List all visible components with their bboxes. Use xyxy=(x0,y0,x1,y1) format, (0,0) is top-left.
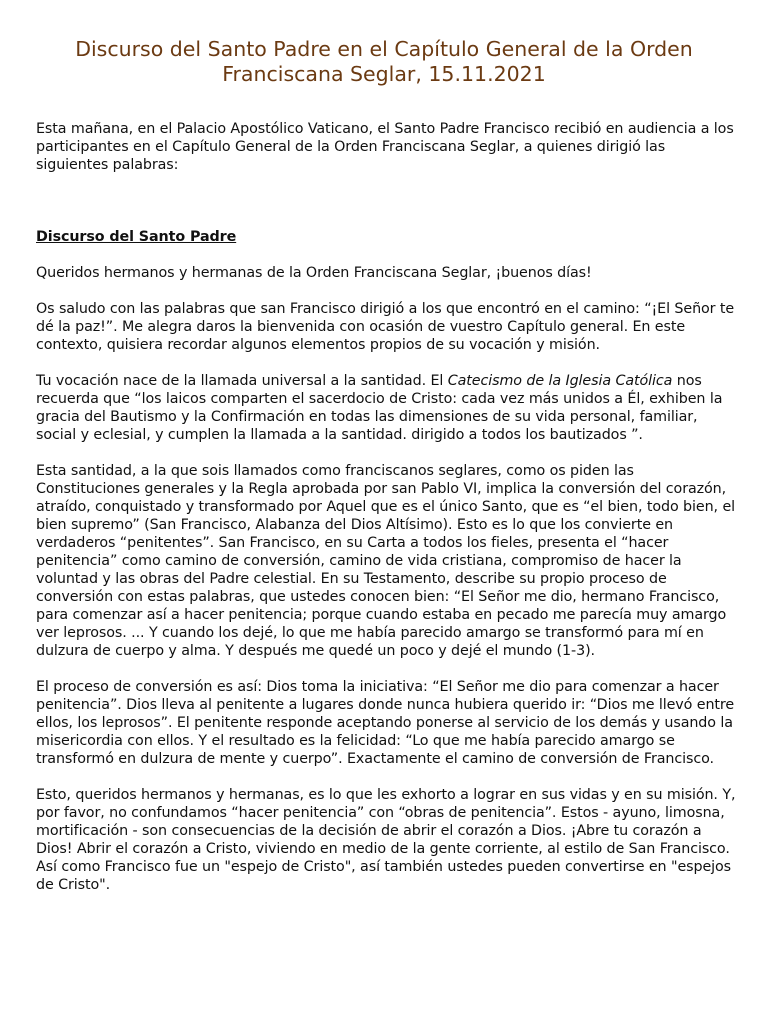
paragraph-5: Esto, queridos hermanos y hermanas, es lo que les exhorto a lograr en sus vidas y en su misión. Y, por favor, no confundamos “hacer penitencia” con “obras de penitencia”. Estos - ayuno, limosna, mortificación - son consecuencias de la decisión de abrir el corazón a Dios. ¡Abre tu corazón a Dios! Abrir el corazón a Cristo, viviendo en medio de la gente corriente, al estilo de San Francisco. Así como Francisco fue un "espejo de Cristo", así también ustedes pueden convertirse en "espejos de Cristo". xyxy=(36,787,736,893)
spacer xyxy=(36,192,736,228)
paragraph-2 xyxy=(36,372,736,444)
paragraph-4: El proceso de conversión es así: Dios toma la iniciativa: “El Señor me dio para comenzar a hacer penitencia”. Dios lleva al penitente a lugares donde nunca hubiera querido ir: “Dios me llevó entre ellos, los leprosos”. El penitente responde aceptando ponerse al servicio de los demás y usando la misericordia con ellos. Y el resultado es la felicidad: “Lo que me había parecido amargo se transformó en dulzura de mente y cuerpo”. Exactamente el camino de conversión de Francisco. xyxy=(36,679,735,767)
paragraph-3: Esta santidad, a la que sois llamados como franciscanos seglares, como os piden las Constituciones generales y la Regla aprobada por san Pablo VI, implica la conversión del corazón, atraído, conquistado y transformado por Aquel que es el único Santo, que es “el bien, todo bien, el bien supremo” (San Francisco, Alabanza del Dios Altísimo). Esto es lo que los convierte en verdaderos “penitentes”. San Francisco, en su Carta a todos los fieles, presenta el “hacer penitencia” como camino de conversión, camino de vida cristiana, compromiso de hacer la voluntad y las obras del Padre celestial. En su Testamento, describe su propio proceso de conversión con estas palabras, que ustedes conocen bien: “El Señor me dio, hermano Francisco, para comenzar así a hacer penitencia; porque cuando estaba en pecado me parecía muy amargo ver leprosos. ... Y cuando los dejé, lo que me había parecido amargo se transformó para mí en dulzura de cuerpo y alma. Y después me quedé un poco y dejé el mundo (1-3). xyxy=(36,463,736,659)
intro-paragraph: Esta mañana, en el Palacio Apostólico Vaticano, el Santo Padre Francisco recibió en audiencia a los participantes en el Capítulo General de la Orden Franciscana Seglar, a quienes dirigió las siguientes palabras: xyxy=(36,121,734,173)
paragraph-1: Os saludo con las palabras que san Francisco dirigió a los que encontró en el camino: “¡El Señor te dé la paz!”. Me alegra daros la bienvenida con ocasión de vuestro Capítulo general. En este contexto, quisiera recordar algunos elementos propios de su vocación y misión. xyxy=(36,301,735,353)
document-body xyxy=(36,120,736,912)
title-line-2: Franciscana Seglar, 15.11.2021 xyxy=(222,62,546,86)
section-heading: Discurso del Santo Padre xyxy=(36,229,237,245)
title-line-1: Discurso del Santo Padre en el Capítulo General de la Orden xyxy=(75,37,693,61)
paragraph-2-start: Tu vocación nace de la llamada universal a la santidad. El xyxy=(36,373,448,389)
paragraph-2-end: nos recuerda que “los laicos comparten el sacerdocio de Cristo: cada vez más unidos a Él, exhiben la gracia del Bautismo y la Confirmación en todas las dimensiones de su vida personal, familiar, social y eclesial, y cumplen la llamada a la santidad. dirigido a todos los bautizados ”. xyxy=(36,373,723,443)
page-title xyxy=(30,37,738,87)
catechism-title: Catecismo de la Iglesia Católica xyxy=(447,373,673,389)
greeting-paragraph: Queridos hermanos y hermanas de la Orden Franciscana Seglar, ¡buenos días! xyxy=(36,265,592,281)
